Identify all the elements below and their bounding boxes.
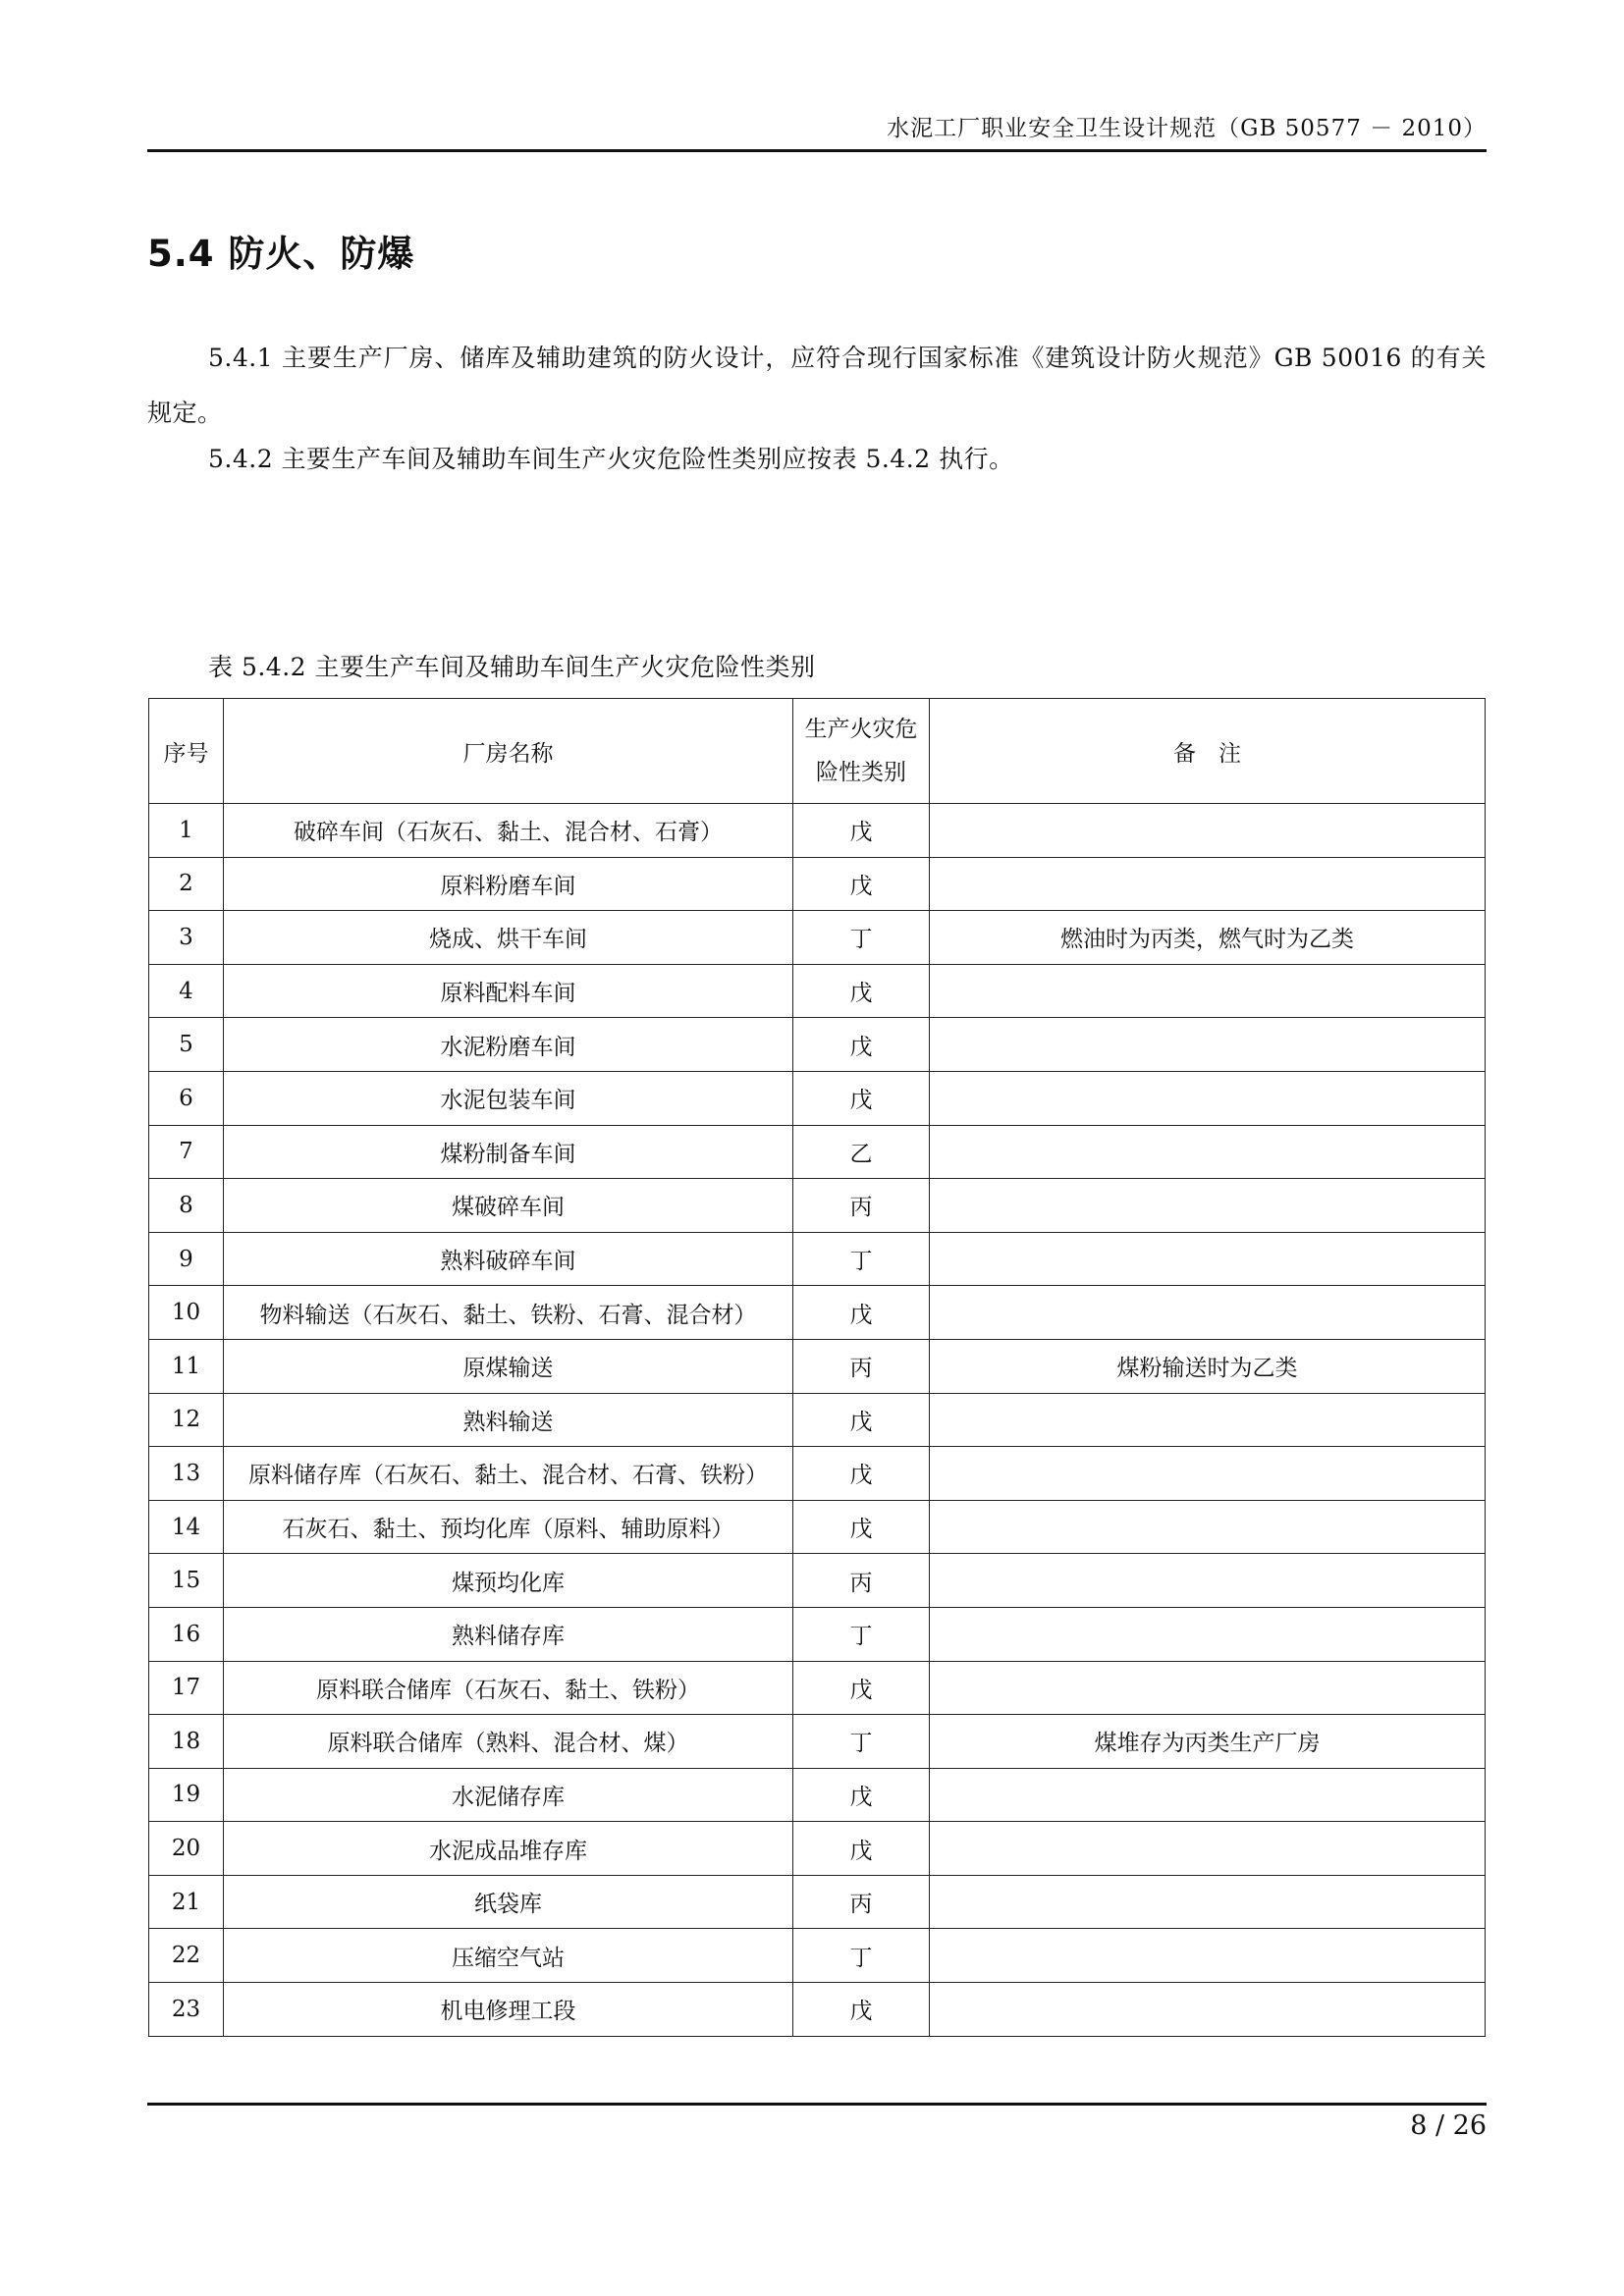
footer-divider [147,2103,1487,2106]
cell-no: 21 [149,1875,224,1929]
cell-no: 14 [149,1500,224,1554]
cell-hazard-class: 戊 [793,1393,930,1447]
cell-hazard-class: 丁 [793,911,930,965]
cell-remark [930,1500,1486,1554]
cell-remark [930,1018,1486,1072]
cell-no: 16 [149,1607,224,1661]
cell-remark [930,1875,1486,1929]
cell-building-name: 水泥粉磨车间 [224,1018,793,1072]
page-number: 8 / 26 [1410,2110,1487,2141]
cell-hazard-class: 戊 [793,857,930,911]
cell-remark [930,1983,1486,2037]
header-building-name: 厂房名称 [224,699,793,804]
cell-no: 3 [149,911,224,965]
cell-remark [930,1607,1486,1661]
cell-remark [930,1179,1486,1233]
cell-no: 6 [149,1071,224,1125]
cell-hazard-class: 戊 [793,1500,930,1554]
table-row [149,1983,1486,2037]
cell-no: 10 [149,1286,224,1340]
table-row [149,804,1486,858]
cell-building-name: 破碎车间（石灰石、黏土、混合材、石膏） [224,804,793,858]
cell-no: 7 [149,1125,224,1179]
table-row [149,1179,1486,1233]
table-row [149,1393,1486,1447]
cell-building-name: 压缩空气站 [224,1929,793,1983]
table-row [149,964,1486,1018]
table-row [149,1875,1486,1929]
cell-remark [930,1125,1486,1179]
cell-building-name: 水泥成品堆存库 [224,1822,793,1876]
cell-hazard-class: 丙 [793,1554,930,1608]
table-row [149,1447,1486,1501]
table-caption: 表 5.4.2 主要生产车间及辅助车间生产火灾危险性类别 [208,653,816,681]
table-row [149,1125,1486,1179]
table-row [149,1018,1486,1072]
cell-hazard-class: 丁 [793,1715,930,1769]
cell-hazard-class: 丁 [793,1607,930,1661]
cell-hazard-class: 丙 [793,1339,930,1393]
header-no: 序号 [149,699,224,804]
cell-no: 8 [149,1179,224,1233]
fire-hazard-table [148,698,1486,2037]
cell-no: 17 [149,1661,224,1715]
table-row [149,1339,1486,1393]
cell-building-name: 原料储存库（石灰石、黏土、混合材、石膏、铁粉） [224,1447,793,1501]
cell-building-name: 原料粉磨车间 [224,857,793,911]
cell-remark [930,1768,1486,1822]
cell-remark [930,1286,1486,1340]
cell-building-name: 熟料储存库 [224,1607,793,1661]
cell-no: 2 [149,857,224,911]
cell-building-name: 水泥包装车间 [224,1071,793,1125]
cell-no: 19 [149,1768,224,1822]
cell-no: 4 [149,964,224,1018]
cell-no: 15 [149,1554,224,1608]
paragraph-5-4-1: 5.4.1 主要生产厂房、储库及辅助建筑的防火设计，应符合现行国家标准《建筑设计防火规范》GB 50016 的有关规定。 [147,344,1487,427]
cell-building-name: 物料输送（石灰石、黏土、铁粉、石膏、混合材） [224,1286,793,1340]
cell-building-name: 煤粉制备车间 [224,1125,793,1179]
table-row [149,1607,1486,1661]
cell-no: 23 [149,1983,224,2037]
table-row [149,911,1486,965]
cell-remark: 煤堆存为丙类生产厂房 [930,1715,1486,1769]
paragraph-5-4-2: 5.4.2 主要生产车间及辅助车间生产火灾危险性类别应按表 5.4.2 执行。 [208,445,1014,473]
cell-hazard-class: 戊 [793,1768,930,1822]
cell-remark [930,857,1486,911]
cell-hazard-class: 丁 [793,1232,930,1286]
table-body [149,804,1486,2037]
cell-hazard-class: 丙 [793,1179,930,1233]
cell-remark [930,1393,1486,1447]
table-row [149,1071,1486,1125]
cell-remark: 煤粉输送时为乙类 [930,1339,1486,1393]
table-row [149,1232,1486,1286]
cell-hazard-class: 戊 [793,1286,930,1340]
table-row [149,1822,1486,1876]
cell-remark [930,1661,1486,1715]
cell-no: 5 [149,1018,224,1072]
cell-hazard-class: 戊 [793,1661,930,1715]
cell-building-name: 机电修理工段 [224,1983,793,2037]
cell-remark: 燃油时为丙类，燃气时为乙类 [930,911,1486,965]
cell-hazard-class: 戊 [793,1447,930,1501]
cell-hazard-class: 乙 [793,1125,930,1179]
table-row [149,857,1486,911]
table-row [149,1929,1486,1983]
header-hazard-class-line1: 生产火灾危 [804,717,918,742]
cell-building-name: 熟料破碎车间 [224,1232,793,1286]
table-row [149,1500,1486,1554]
cell-building-name: 熟料输送 [224,1393,793,1447]
cell-hazard-class: 丙 [793,1875,930,1929]
cell-no: 9 [149,1232,224,1286]
cell-building-name: 烧成、烘干车间 [224,911,793,965]
cell-building-name: 纸袋库 [224,1875,793,1929]
header-hazard-class-line2: 险性类别 [816,760,906,785]
header-divider [147,149,1487,152]
header-remark: 备 注 [930,699,1486,804]
cell-no: 13 [149,1447,224,1501]
cell-hazard-class: 丁 [793,1929,930,1983]
table-row [149,1661,1486,1715]
cell-building-name: 原料配料车间 [224,964,793,1018]
cell-building-name: 石灰石、黏土、预均化库（原料、辅助原料） [224,1500,793,1554]
cell-remark [930,964,1486,1018]
cell-remark [930,1554,1486,1608]
cell-remark [930,1232,1486,1286]
cell-no: 22 [149,1929,224,1983]
cell-remark [930,1447,1486,1501]
cell-hazard-class: 戊 [793,1822,930,1876]
section-title: 5.4 防火、防爆 [147,233,415,275]
cell-remark [930,1929,1486,1983]
cell-building-name: 原料联合储库（石灰石、黏土、铁粉） [224,1661,793,1715]
cell-hazard-class: 戊 [793,1071,930,1125]
cell-no: 11 [149,1339,224,1393]
cell-hazard-class: 戊 [793,804,930,858]
cell-building-name: 水泥储存库 [224,1768,793,1822]
cell-no: 20 [149,1822,224,1876]
table-row [149,1286,1486,1340]
cell-no: 1 [149,804,224,858]
cell-building-name: 煤预均化库 [224,1554,793,1608]
table-row [149,1554,1486,1608]
cell-hazard-class: 戊 [793,1018,930,1072]
cell-remark [930,804,1486,858]
cell-remark [930,1071,1486,1125]
header-hazard-class [793,699,930,804]
cell-building-name: 原料联合储库（熟料、混合材、煤） [224,1715,793,1769]
table-header-row [149,699,1486,804]
cell-building-name: 原煤输送 [224,1339,793,1393]
running-header: 水泥工厂职业安全卫生设计规范（GB 50577 － 2010） [887,116,1487,141]
cell-no: 12 [149,1393,224,1447]
cell-hazard-class: 戊 [793,1983,930,2037]
cell-no: 18 [149,1715,224,1769]
table-row [149,1715,1486,1769]
table-row [149,1768,1486,1822]
cell-remark [930,1822,1486,1876]
cell-building-name: 煤破碎车间 [224,1179,793,1233]
cell-hazard-class: 戊 [793,964,930,1018]
